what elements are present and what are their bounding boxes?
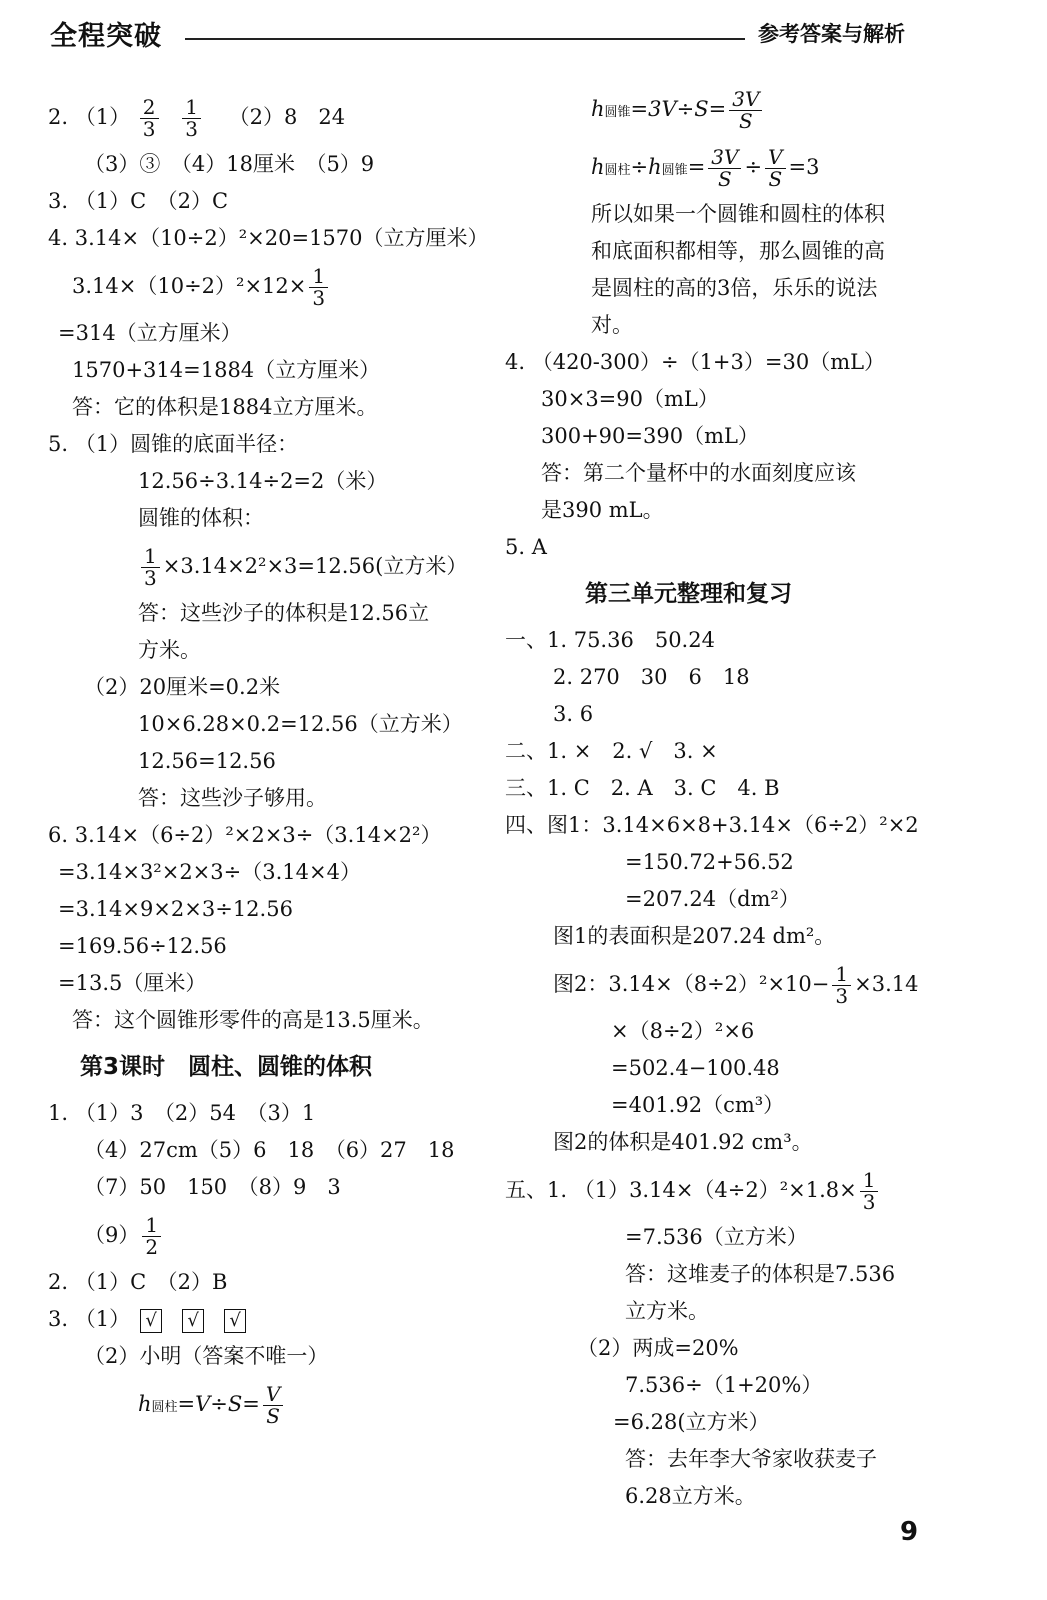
answer-line: 对。 (591, 313, 633, 337)
answer-line: =207.24（dm²） (625, 887, 800, 911)
fraction: $\frac{V}{S}$ (263, 1384, 283, 1427)
answer-line: 答：它的体积是1884立方厘米。 (72, 395, 378, 419)
answer-line: 6. 3.14×（6÷2）²×2×3÷（3.14×2²） (48, 823, 442, 847)
answer-line: 三、1. C 2. A 3. C 4. B (505, 776, 780, 800)
answer-line: （7）50 150 （8）9 3 (84, 1175, 341, 1199)
answer-line: =6.28(立方米） (613, 1410, 770, 1434)
answer-line: 3. （1）C （2）C (48, 189, 229, 213)
answer-line: （2）小明（答案不唯一） (84, 1344, 329, 1368)
answer-line: =314（立方厘米） (58, 321, 242, 345)
answer-line: （3）③ （4）18厘米 （5）9 (84, 152, 375, 176)
answer-line: ×（8÷2）²×6 (611, 1019, 755, 1043)
fraction: $\frac{1}{3}$ (182, 97, 201, 140)
fraction: $\frac{V}{S}$ (765, 147, 785, 190)
answer-line: （9） $\frac{1}{2}$ (48, 1206, 478, 1264)
answer-line: 2. 270 30 6 18 (553, 665, 750, 689)
answer-line: （2）两成=20% (577, 1336, 739, 1360)
answer-line: 5. A (505, 535, 547, 559)
answer-line: （4）27cm（5）6 18 （6）27 18 (84, 1138, 455, 1162)
review-heading: 第三单元整理和复习 (585, 581, 792, 607)
answer-line: 是390 mL。 (541, 498, 664, 522)
series-logo: 全程突破 (50, 21, 162, 52)
check-box: √ (182, 1309, 204, 1333)
answer-line: 图1的表面积是207.24 dm²。 (553, 924, 836, 948)
answer-line: 2. （1） $\frac{2}{3}$ $\frac{1}{3}$ （2）8 24 (48, 95, 346, 141)
answer-line: 方米。 (138, 638, 201, 662)
answer-line: 答：去年李大爷家收获麦子 (625, 1447, 877, 1471)
page-number: 9 (900, 1517, 919, 1547)
answer-line: 和底面积都相等，那么圆锥的高 (591, 239, 885, 263)
answer-line: =150.72+56.52 (625, 850, 794, 874)
fraction: $\frac{1}{3}$ (860, 1170, 879, 1213)
answer-line: 30×3=90（mL） (541, 387, 719, 411)
answer-line: 图2：3.14×（8÷2）²×10− $\frac{1}{3}$ ×3.14 (553, 962, 919, 1008)
answer-line: =169.56÷12.56 (58, 934, 227, 958)
fraction: $\frac{1}{3}$ (832, 964, 851, 1007)
answer-line: 3. （1） √ √ √ (48, 1301, 478, 1338)
check-box: √ (224, 1309, 246, 1333)
answer-line: 图2的体积是401.92 cm³。 (553, 1130, 813, 1154)
answer-line: 答：第二个量杯中的水面刻度应该 (541, 461, 856, 485)
answer-line: 答：这个圆锥形零件的高是13.5厘米。 (72, 1008, 434, 1032)
lesson-heading: 第3课时 圆柱、圆锥的体积 (80, 1054, 373, 1080)
answer-line: 12.56÷3.14÷2=2（米） (138, 469, 388, 493)
answer-line: 四、图1：3.14×6×8+3.14×（6÷2）²×2 (505, 813, 919, 837)
header-rule (185, 38, 745, 40)
right-column (505, 80, 925, 1515)
header-title: 参考答案与解析 (758, 22, 905, 46)
page-header (0, 0, 1047, 60)
formula-line: h圆柱÷h圆锥= $\frac{3V}{S}$ ÷ $\frac{V}{S}$ =3 (591, 145, 820, 191)
answer-line: 4. （420-300）÷（1+3）=30（mL） (505, 350, 886, 374)
fraction: $\frac{3V}{S}$ (729, 89, 762, 132)
answer-line: 12.56=12.56 (138, 749, 276, 773)
answer-line: 5. （1）圆锥的底面半径： (48, 432, 299, 456)
answer-line: 1570+314=1884（立方厘米） (72, 358, 381, 382)
answer-line: 7.536÷（1+20%） (625, 1373, 823, 1397)
answer-line: 3. 6 (553, 702, 594, 726)
formula-line: h圆柱=V÷S= $\frac{V}{S}$ (48, 1375, 478, 1433)
answer-line: 答：这些沙子够用。 (138, 786, 327, 810)
fraction: $\frac{1}{2}$ (142, 1215, 161, 1258)
answer-line: 答：这堆麦子的体积是7.536 (625, 1262, 896, 1286)
answer-line: 圆锥的体积： (138, 506, 264, 530)
answer-line: 3.14×（10÷2）²×12× $\frac{1}{3}$ (48, 257, 478, 315)
answer-line: =502.4−100.48 (611, 1056, 780, 1080)
fraction: $\frac{3V}{S}$ (708, 147, 741, 190)
answer-line: 1. （1）3 （2）54 （3）1 (48, 1101, 316, 1125)
answer-line: $\frac{1}{3}$ ×3.14×2²×3=12.56(立方米） (48, 537, 478, 595)
answer-line: 6.28立方米。 (625, 1484, 756, 1508)
answer-line: 是圆柱的高的3倍，乐乐的说法 (591, 276, 878, 300)
answer-line: =7.536（立方米） (625, 1225, 808, 1249)
answer-line: 五、1. （1）3.14×（4÷2）²×1.8× $\frac{1}{3}$ (505, 1161, 925, 1219)
answer-line: 300+90=390（mL） (541, 424, 759, 448)
formula-line: h圆锥=3V÷S= $\frac{3V}{S}$ (505, 80, 925, 138)
answer-line: =3.14×3²×2×3÷（3.14×4） (58, 860, 361, 884)
answer-line: =3.14×9×2×3÷12.56 (58, 897, 293, 921)
answer-line: 答：这些沙子的体积是12.56立 (138, 601, 430, 625)
answer-line: 4. 3.14×（10÷2）²×20=1570（立方厘米） (48, 226, 489, 250)
answer-line: 二、1. × 2. √ 3. × (505, 739, 718, 763)
left-column (48, 88, 489, 1433)
fraction: $\frac{1}{3}$ (309, 266, 328, 309)
fraction: $\frac{1}{3}$ (141, 546, 160, 589)
answer-line: =13.5（厘米） (58, 971, 207, 995)
answer-line: 10×6.28×0.2=12.56（立方米） (138, 712, 463, 736)
answer-line: 2. （1）C （2）B (48, 1270, 228, 1294)
answer-line: 立方米。 (625, 1299, 709, 1323)
fraction: $\frac{2}{3}$ (140, 97, 159, 140)
answer-line: 所以如果一个圆锥和圆柱的体积 (591, 202, 885, 226)
answer-line: =401.92（cm³） (611, 1093, 785, 1117)
answer-line: （2）20厘米=0.2米 (84, 675, 281, 699)
answer-line: 一、1. 75.36 50.24 (505, 628, 715, 652)
check-box: √ (140, 1309, 162, 1333)
